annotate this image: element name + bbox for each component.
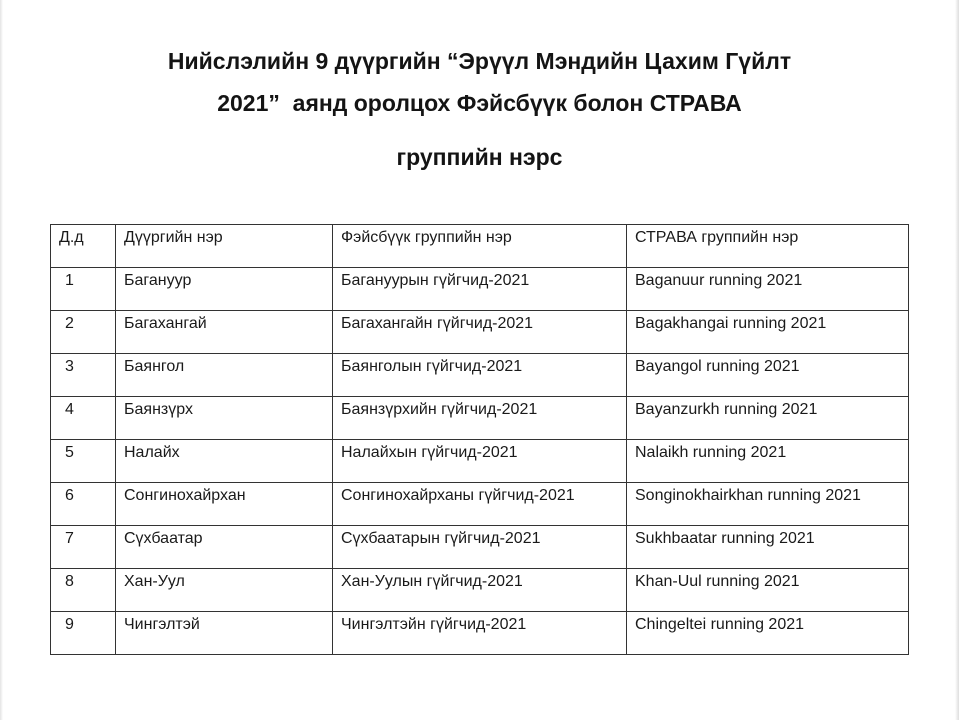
header-strava-group: СТРАВА группийн нэр [627, 225, 909, 268]
district-name: Чингэлтэй [116, 612, 333, 655]
facebook-group-name: Налайхын гүйгчид-2021 [333, 440, 627, 483]
table-row [51, 483, 909, 526]
row-number: 7 [51, 526, 116, 569]
facebook-group-name: Баянзүрхийн гүйгчид-2021 [333, 397, 627, 440]
strava-group-name: Bayangol running 2021 [627, 354, 909, 397]
strava-group-name: Chingeltei running 2021 [627, 612, 909, 655]
row-number: 6 [51, 483, 116, 526]
row-number: 1 [51, 268, 116, 311]
row-number: 2 [51, 311, 116, 354]
facebook-group-name: Сонгинохайрханы гүйгчид-2021 [333, 483, 627, 526]
table-row [51, 354, 909, 397]
header-facebook-group: Фэйсбүүк группийн нэр [333, 225, 627, 268]
row-number: 4 [51, 397, 116, 440]
table-row [51, 440, 909, 483]
strava-group-name: Sukhbaatar running 2021 [627, 526, 909, 569]
title-line-1: Нийслэлийн 9 дүүргийн “Эрүүл Мэндийн Цахим Гүйлт [167, 48, 792, 74]
row-number: 9 [51, 612, 116, 655]
facebook-group-name: Чингэлтэйн гүйгчид-2021 [333, 612, 627, 655]
district-name: Баянзүрх [116, 397, 333, 440]
district-name: Сүхбаатар [116, 526, 333, 569]
table-row [51, 268, 909, 311]
document-title [0, 40, 959, 178]
district-name: Сонгинохайрхан [116, 483, 333, 526]
strava-group-name: Baganuur running 2021 [627, 268, 909, 311]
row-number: 8 [51, 569, 116, 612]
table-header-row [51, 225, 909, 268]
district-name: Багануур [116, 268, 333, 311]
group-names-table [50, 224, 909, 655]
strava-group-name: Khan-Uul running 2021 [627, 569, 909, 612]
district-name: Багахангай [116, 311, 333, 354]
facebook-group-name: Баянголын гүйгчид-2021 [333, 354, 627, 397]
row-number: 5 [51, 440, 116, 483]
facebook-group-name: Багахангайн гүйгчид-2021 [333, 311, 627, 354]
header-district-name: Дүүргийн нэр [116, 225, 333, 268]
table-row [51, 311, 909, 354]
table-row [51, 612, 909, 655]
table-row [51, 397, 909, 440]
facebook-group-name: Сүхбаатарын гүйгчид-2021 [333, 526, 627, 569]
strava-group-name: Bagakhangai running 2021 [627, 311, 909, 354]
district-name: Налайх [116, 440, 333, 483]
table-row [51, 526, 909, 569]
title-line-3: группийн нэрс [396, 144, 563, 170]
district-name: Хан-Уул [116, 569, 333, 612]
strava-group-name: Nalaikh running 2021 [627, 440, 909, 483]
facebook-group-name: Багануурын гүйгчид-2021 [333, 268, 627, 311]
table-row [51, 569, 909, 612]
district-name: Баянгол [116, 354, 333, 397]
header-number: Д.д [51, 225, 116, 268]
facebook-group-name: Хан-Уулын гүйгчид-2021 [333, 569, 627, 612]
row-number: 3 [51, 354, 116, 397]
strava-group-name: Bayanzurkh running 2021 [627, 397, 909, 440]
title-line-2: 2021” аянд оролцох Фэйсбүүк болон СТРАВА [217, 90, 742, 116]
strava-group-name: Songinokhairkhan running 2021 [627, 483, 909, 526]
